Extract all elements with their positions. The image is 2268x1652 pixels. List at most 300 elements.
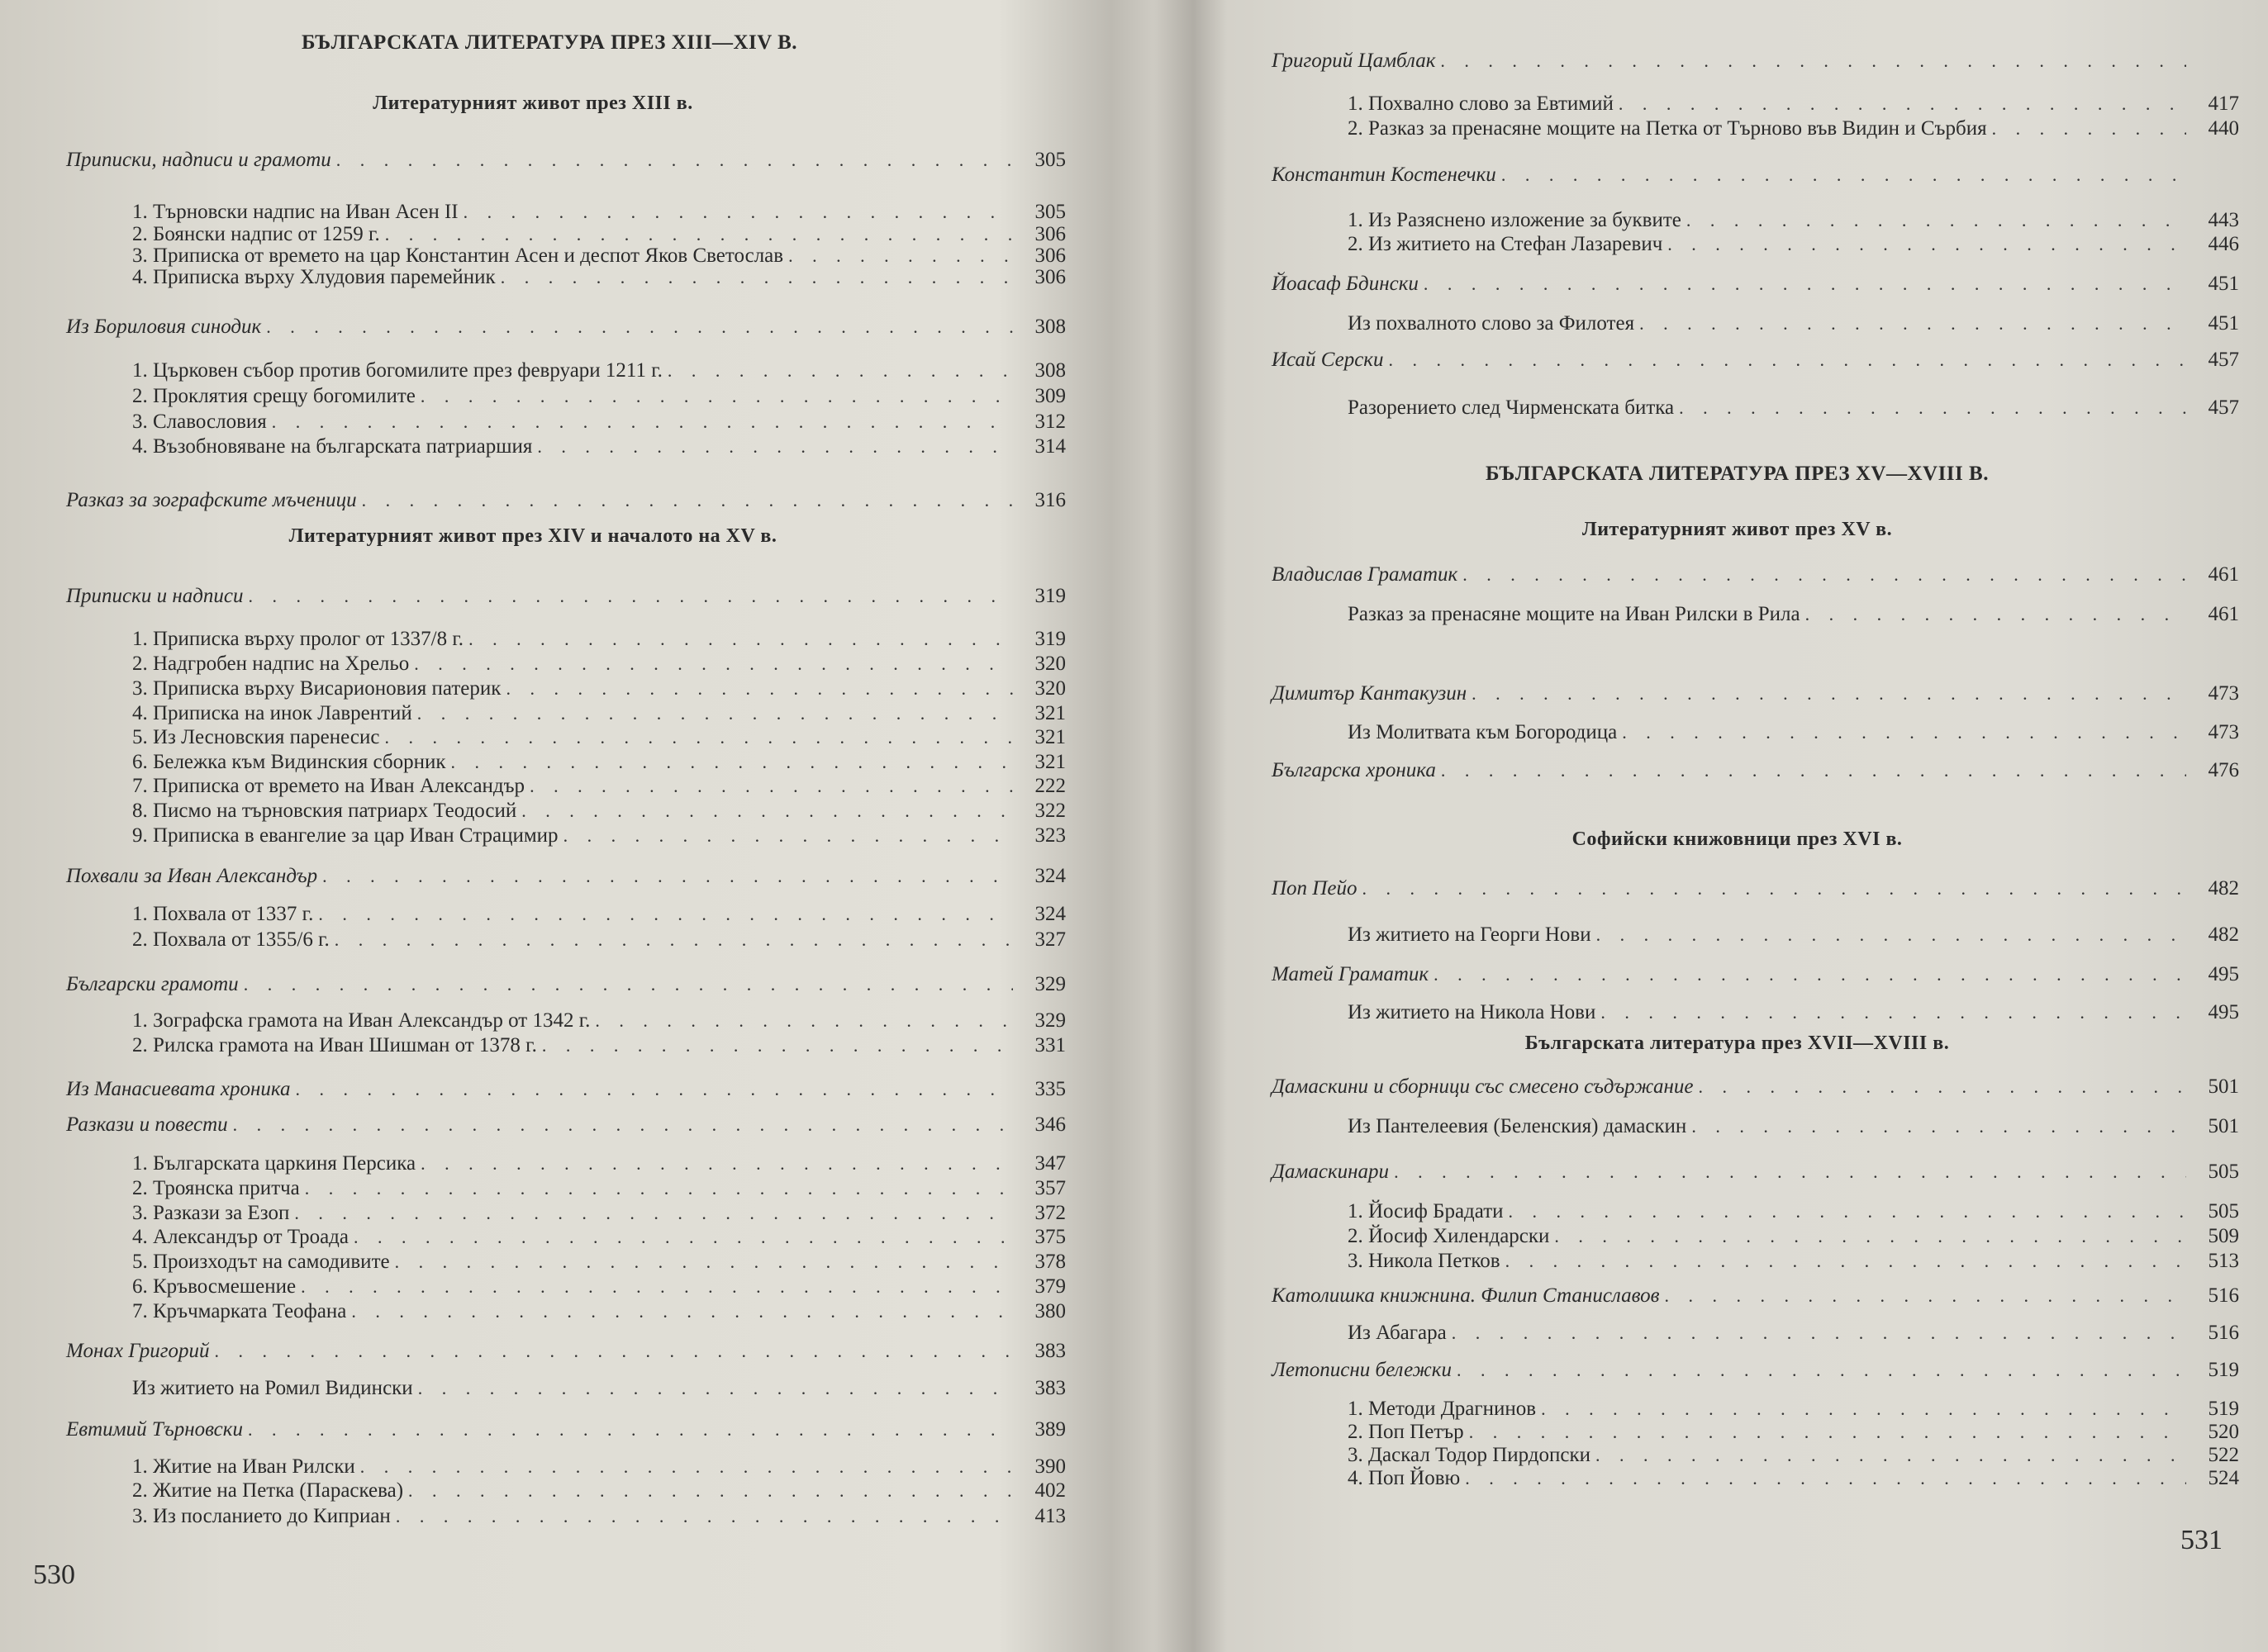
- toc-item-title: 1. Похвала от 1337 г.: [132, 903, 314, 925]
- toc-page-number: 443: [2208, 209, 2239, 231]
- toc-page-number: 320: [1034, 677, 1066, 700]
- toc-item-entry[interactable]: [132, 1226, 1066, 1249]
- toc-page-number: 323: [1034, 824, 1066, 847]
- toc-item-title: 1. Църковен събор против богомилите през февруари 1211 г.: [132, 359, 663, 382]
- leader-dots: [395, 1251, 1013, 1273]
- toc-item-title: Из Абагара: [1348, 1322, 1447, 1344]
- toc-item-entry[interactable]: [132, 653, 1066, 676]
- toc-item-entry[interactable]: [1348, 93, 2239, 116]
- leader-dots: [1457, 1360, 2186, 1381]
- toc-item-title: 5. Произходът на самодивите: [132, 1251, 390, 1273]
- toc-page-number: 520: [2208, 1421, 2239, 1443]
- leader-dots: [1434, 964, 2186, 985]
- toc-page-number: 446: [2208, 233, 2239, 255]
- leader-dots: [1805, 604, 2186, 625]
- leader-dots: [530, 776, 1013, 797]
- leader-dots: [1698, 1076, 2186, 1098]
- toc-item-title: 6. Кръвосмешение: [132, 1275, 297, 1298]
- section-subheading: Литературният живот през XIV и началото на XV в.: [288, 525, 777, 547]
- leader-dots: [418, 1378, 1013, 1399]
- toc-page-number: 316: [1034, 489, 1066, 511]
- toc-item-entry[interactable]: [1348, 233, 2239, 256]
- toc-page-number: 383: [1034, 1340, 1066, 1362]
- toc-group-entry[interactable]: [66, 1340, 1066, 1363]
- toc-page-number: 308: [1034, 316, 1066, 338]
- toc-item-title: 3. Приписка от времето на цар Константин Асен и деспот Яков Светослав: [132, 244, 784, 267]
- toc-item-title: 2. Йосиф Хилендарски: [1348, 1225, 1550, 1247]
- toc-item-title: Из Пантелеевия (Беленския) дамаскин: [1348, 1115, 1687, 1137]
- toc-group-title: Приписки, надписи и грамоти: [66, 149, 331, 171]
- toc-group-entry[interactable]: [66, 1078, 1066, 1101]
- toc-page-number: 312: [1034, 411, 1066, 433]
- toc-item-title: 3. Никола Петков: [1348, 1250, 1500, 1272]
- toc-item-entry[interactable]: [1348, 396, 2239, 420]
- toc-item-title: 2. Троянска притча: [132, 1177, 300, 1199]
- leader-dots: [668, 360, 1013, 382]
- toc-page-number: 519: [2208, 1359, 2239, 1381]
- leader-dots: [385, 224, 1013, 245]
- toc-page-number: 321: [1034, 751, 1066, 773]
- toc-group-title: Константин Костенечки: [1272, 164, 1496, 186]
- leader-dots: [1505, 1251, 2186, 1272]
- toc-item-entry[interactable]: [1348, 209, 2239, 232]
- toc-page-number: 513: [2208, 1250, 2239, 1272]
- toc-item-title: 4. Приписка върху Хлудовия паремейник: [132, 266, 496, 288]
- toc-group-title: Матей Граматик: [1272, 963, 1429, 985]
- toc-page-number: 389: [1034, 1418, 1066, 1441]
- toc-page-number: 324: [1034, 865, 1066, 887]
- leader-dots: [1469, 1422, 2186, 1443]
- leader-dots: [1501, 164, 2186, 186]
- toc-item-entry[interactable]: [1348, 1421, 2239, 1444]
- leader-dots: [788, 245, 1013, 267]
- toc-item-entry[interactable]: [132, 201, 1066, 224]
- toc-page-number: 451: [2208, 273, 2239, 295]
- toc-item-entry[interactable]: [132, 244, 1066, 268]
- toc-item-title: Из житието на Георги Нови: [1348, 923, 1591, 946]
- toc-item-title: 1. Методи Драгнинов: [1348, 1398, 1537, 1420]
- toc-group-entry[interactable]: [1272, 349, 2239, 372]
- toc-group-entry[interactable]: [1272, 759, 2239, 782]
- toc-group-entry[interactable]: [1272, 963, 2239, 986]
- toc-item-entry[interactable]: [132, 1251, 1066, 1274]
- toc-item-entry[interactable]: [1348, 1225, 2239, 1248]
- toc-group-entry[interactable]: [1272, 682, 2239, 705]
- toc-group-title: Из Бориловия синодик: [66, 316, 262, 338]
- toc-page-number: 306: [1034, 223, 1066, 245]
- section-subheading: Софийски книжовници през XVI в.: [1571, 828, 1903, 850]
- toc-group-entry[interactable]: [1272, 1359, 2239, 1382]
- toc-group-title: Йоасаф Бдински: [1272, 273, 1419, 295]
- toc-item-entry[interactable]: [1348, 1322, 2239, 1345]
- toc-group-entry[interactable]: [66, 1418, 1066, 1441]
- toc-page-number: 327: [1034, 928, 1066, 951]
- toc-group-title: Монах Григорий: [66, 1340, 210, 1362]
- leader-dots: [521, 800, 1013, 822]
- toc-item-title: 2. Надгробен надпис на Хрельо: [132, 653, 410, 675]
- toc-item-entry[interactable]: [1348, 1444, 2239, 1467]
- toc-group-entry[interactable]: [1272, 164, 2239, 187]
- toc-item-title: 1. Зографска грамота на Иван Александър от 1342 г.: [132, 1009, 591, 1032]
- toc-page-number: 519: [2208, 1398, 2239, 1420]
- toc-page-number: 390: [1034, 1455, 1066, 1478]
- toc-item-entry[interactable]: [132, 751, 1066, 774]
- leader-dots: [450, 752, 1013, 773]
- toc-item-entry[interactable]: [132, 1377, 1066, 1400]
- toc-item-entry[interactable]: [132, 1009, 1066, 1032]
- leader-dots: [360, 1456, 1013, 1478]
- leader-dots: [384, 727, 1013, 748]
- leader-dots: [1667, 234, 2186, 255]
- toc-item-entry[interactable]: [1348, 721, 2239, 744]
- toc-item-title: 1. Българската царкиня Персика: [132, 1152, 416, 1175]
- toc-page-number: 402: [1034, 1479, 1066, 1502]
- book-gutter: [1153, 0, 1227, 1652]
- toc-item-entry[interactable]: [132, 1034, 1066, 1057]
- toc-item-entry[interactable]: [1348, 117, 2239, 140]
- toc-item-entry[interactable]: [132, 775, 1066, 798]
- toc-page-number: 482: [2208, 877, 2239, 900]
- toc-item-entry[interactable]: [132, 1300, 1066, 1323]
- leader-dots: [215, 1341, 1014, 1362]
- toc-page-number: 482: [2208, 923, 2239, 946]
- toc-group-entry[interactable]: [66, 316, 1066, 339]
- section-heading: БЪЛГАРСКАТА ЛИТЕРАТУРА ПРЕЗ XV—XVIII В.: [1486, 463, 1989, 485]
- leader-dots: [408, 1480, 1013, 1502]
- right-page-number: 531: [2180, 1525, 2223, 1555]
- leader-dots: [335, 929, 1013, 951]
- toc-group-entry[interactable]: [66, 149, 1066, 172]
- toc-page-number: 308: [1034, 359, 1066, 382]
- toc-item-entry[interactable]: [132, 359, 1066, 382]
- toc-page-number: 305: [1034, 149, 1066, 171]
- toc-page-number: 516: [2208, 1322, 2239, 1344]
- toc-page-number: 322: [1034, 800, 1066, 822]
- toc-item-entry[interactable]: [132, 726, 1066, 749]
- toc-group-title: Поп Пейо: [1272, 877, 1357, 900]
- leader-dots: [266, 316, 1013, 338]
- section-subheading: Българската литература през XVII—XVIII в.: [1524, 1032, 1950, 1054]
- toc-item-entry[interactable]: [132, 1275, 1066, 1298]
- toc-item-entry[interactable]: [1348, 1398, 2239, 1421]
- leader-dots: [1472, 683, 2186, 705]
- toc-item-title: 3. Даскал Тодор Пирдопски: [1348, 1444, 1591, 1466]
- toc-page-number: 314: [1034, 435, 1066, 458]
- toc-group-title: Разкази и повести: [66, 1113, 228, 1136]
- toc-group-entry[interactable]: [1272, 273, 2239, 296]
- leader-dots: [1509, 1201, 2186, 1222]
- toc-group-title: Дамаскинари: [1272, 1161, 1390, 1183]
- toc-item-title: 5. Из Лесновския паренесис: [132, 726, 380, 748]
- toc-page-number: 324: [1034, 903, 1066, 925]
- left-page: [33, 0, 1066, 1652]
- toc-item-title: 2. Проклятия срещу богомилите: [132, 385, 416, 407]
- toc-group-entry[interactable]: [66, 1113, 1066, 1137]
- toc-item-title: 3. Разкази за Езоп: [132, 1202, 290, 1224]
- toc-page-number: 347: [1034, 1152, 1066, 1175]
- toc-page-number: 451: [2208, 312, 2239, 335]
- toc-item-title: 1. Приписка върху пролог от 1337/8 г.: [132, 628, 464, 650]
- leader-dots: [421, 1153, 1013, 1175]
- leader-dots: [248, 1419, 1013, 1441]
- left-main-heading: БЪЛГАРСКАТА ЛИТЕРАТУРА ПРЕЗ XIII—XIV В.: [301, 31, 798, 54]
- toc-item-entry[interactable]: [132, 266, 1066, 289]
- toc-item-title: 7. Кръчмарката Теофана: [132, 1300, 347, 1322]
- toc-page-number: 329: [1034, 973, 1066, 995]
- toc-item-entry[interactable]: [1348, 1467, 2239, 1490]
- leader-dots: [1465, 1468, 2186, 1489]
- toc-page-number: 305: [1034, 201, 1066, 223]
- toc-item-title: 4. Поп Йовю: [1348, 1467, 1461, 1489]
- toc-item-entry[interactable]: [1348, 1200, 2239, 1223]
- toc-item-title: 2. Разказ за пренасяне мощите на Петка от Търново във Видин и Сърбия: [1348, 117, 1987, 140]
- toc-page-number: 440: [2208, 117, 2239, 140]
- toc-item-title: Из похвалното слово за Филотея: [1348, 312, 1635, 335]
- toc-item-entry[interactable]: [132, 824, 1066, 847]
- toc-page-number: 378: [1034, 1251, 1066, 1273]
- toc-page-number: 379: [1034, 1275, 1066, 1298]
- leader-dots: [244, 974, 1013, 995]
- leader-dots: [1639, 313, 2186, 335]
- leader-dots: [318, 904, 1013, 925]
- toc-item-title: Из житието на Никола Нови: [1348, 1001, 1596, 1023]
- leader-dots: [322, 866, 1013, 887]
- toc-group-title: Разказ за зографските мъченици: [66, 489, 357, 511]
- toc-item-title: 1. Житие на Иван Рилски: [132, 1455, 355, 1478]
- toc-item-title: 4. Приписка на инок Лаврентий: [132, 702, 412, 724]
- toc-item-title: 2. Боянски надпис от 1259 г.: [132, 223, 380, 245]
- leader-dots: [1596, 924, 2186, 946]
- leader-dots: [1440, 50, 2186, 72]
- leader-dots: [1686, 210, 2186, 231]
- toc-page-number: 501: [2208, 1115, 2239, 1137]
- leader-dots: [1389, 349, 2187, 371]
- leader-dots: [396, 1506, 1013, 1527]
- toc-item-entry[interactable]: [132, 800, 1066, 823]
- left-page-number: 530: [33, 1559, 75, 1590]
- toc-item-entry[interactable]: [132, 1202, 1066, 1225]
- leader-dots: [295, 1079, 1013, 1100]
- toc-item-title: 4. Александър от Троада: [132, 1226, 349, 1248]
- toc-item-title: 2. Поп Петър: [1348, 1421, 1464, 1443]
- toc-group-title: Димитър Кантакузин: [1272, 682, 1467, 705]
- toc-item-title: 3. Славословия: [132, 411, 267, 433]
- toc-item-entry[interactable]: [132, 411, 1066, 434]
- toc-group-entry[interactable]: [1272, 877, 2239, 900]
- toc-page-number: 309: [1034, 385, 1066, 407]
- toc-page-number: 320: [1034, 653, 1066, 675]
- toc-page-number: 319: [1034, 628, 1066, 650]
- toc-group-title: Български грамоти: [66, 973, 239, 995]
- toc-page-number: 524: [2208, 1467, 2239, 1489]
- toc-item-title: Разказ за пренасяне мощите на Иван Рилски в Рила: [1348, 603, 1800, 625]
- toc-group-title: Българска хроника: [1272, 759, 1436, 781]
- toc-group-title: Похвали за Иван Александър: [66, 865, 318, 887]
- toc-item-entry[interactable]: [1348, 923, 2239, 947]
- toc-item-title: 1. Търновски надпис на Иван Асен II: [132, 201, 459, 223]
- toc-page-number: 505: [2208, 1161, 2239, 1183]
- toc-page-number: 306: [1034, 266, 1066, 288]
- toc-page-number: 383: [1034, 1377, 1066, 1399]
- leader-dots: [417, 703, 1013, 724]
- toc-page-number: 329: [1034, 1009, 1066, 1032]
- leader-dots: [1394, 1161, 2186, 1183]
- section-subheading: Литературният живот през XV в.: [1581, 519, 1893, 540]
- toc-page-number: 476: [2208, 759, 2239, 781]
- leader-dots: [595, 1010, 1013, 1032]
- section-subheading: Литературният живот през XIII в.: [373, 93, 693, 114]
- toc-page-number: 357: [1034, 1177, 1066, 1199]
- leader-dots: [501, 267, 1013, 288]
- toc-group-title: Летописни бележки: [1272, 1359, 1452, 1381]
- leader-dots: [1665, 1285, 2186, 1307]
- toc-group-entry[interactable]: [1272, 1284, 2239, 1308]
- toc-item-title: 1. Из Разяснено изложение за буквите: [1348, 209, 1681, 231]
- leader-dots: [542, 1035, 1013, 1056]
- toc-group-title: Приписки и надписи: [66, 585, 244, 607]
- toc-item-title: 8. Писмо на търновския патриарх Теодосий: [132, 800, 517, 822]
- toc-item-entry[interactable]: [132, 385, 1066, 408]
- leader-dots: [1600, 1002, 2186, 1023]
- toc-group-entry[interactable]: [1272, 563, 2239, 586]
- leader-dots: [414, 653, 1013, 675]
- leader-dots: [563, 825, 1013, 847]
- toc-group-title: Из Манасиевата хроника: [66, 1078, 291, 1100]
- leader-dots: [468, 629, 1013, 650]
- toc-item-title: Из Молитвата към Богородица: [1348, 721, 1618, 743]
- toc-page-number: 306: [1034, 244, 1066, 267]
- leader-dots: [249, 586, 1014, 607]
- toc-item-title: 2. Житие на Петка (Параскева): [132, 1479, 404, 1502]
- toc-page-number: 321: [1034, 726, 1066, 748]
- leader-dots: [272, 411, 1013, 433]
- leader-dots: [1622, 722, 2186, 743]
- toc-item-entry[interactable]: [132, 702, 1066, 725]
- toc-item-title: 1. Йосиф Брадати: [1348, 1200, 1504, 1222]
- leader-dots: [1679, 397, 2186, 419]
- leader-dots: [537, 436, 1013, 458]
- toc-item-title: 2. Похвала от 1355/6 г.: [132, 928, 330, 951]
- leader-dots: [362, 490, 1013, 511]
- toc-item-entry[interactable]: [132, 1177, 1066, 1200]
- toc-group-entry[interactable]: [1272, 50, 2239, 73]
- toc-page-number: 335: [1034, 1078, 1066, 1100]
- toc-page-number: 501: [2208, 1075, 2239, 1098]
- toc-page-number: 509: [2208, 1225, 2239, 1247]
- toc-group-title: Католишка книжнина. Филип Станиславов: [1272, 1284, 1660, 1307]
- leader-dots: [301, 1276, 1013, 1298]
- leader-dots: [1554, 1226, 2186, 1247]
- leader-dots: [506, 678, 1013, 700]
- toc-group-entry[interactable]: [66, 865, 1066, 888]
- toc-group-entry[interactable]: [1272, 1161, 2239, 1184]
- toc-page-number: 346: [1034, 1113, 1066, 1136]
- toc-page-number: 473: [2208, 682, 2239, 705]
- toc-item-entry[interactable]: [1348, 603, 2239, 626]
- toc-page-number: 505: [2208, 1200, 2239, 1222]
- leader-dots: [1462, 564, 2186, 586]
- toc-page-number: 461: [2208, 563, 2239, 586]
- leader-dots: [354, 1227, 1013, 1248]
- toc-group-entry[interactable]: [66, 973, 1066, 996]
- toc-item-title: Из житието на Ромил Видински: [132, 1377, 413, 1399]
- toc-item-entry[interactable]: [132, 1479, 1066, 1502]
- toc-item-title: 7. Приписка от времето на Иван Александър: [132, 775, 525, 797]
- toc-page-number: 495: [2208, 1001, 2239, 1023]
- toc-page-number: 461: [2208, 603, 2239, 625]
- toc-item-title: 3. Из посланието до Киприан: [132, 1505, 391, 1527]
- toc-item-entry[interactable]: [132, 677, 1066, 700]
- toc-item-entry[interactable]: [1348, 1001, 2239, 1024]
- leader-dots: [1595, 1445, 2186, 1466]
- toc-item-entry[interactable]: [132, 1152, 1066, 1175]
- toc-item-title: 4. Възобновяване на българската патриаршия: [132, 435, 533, 458]
- leader-dots: [1541, 1398, 2186, 1420]
- leader-dots: [1992, 118, 2186, 140]
- toc-item-entry[interactable]: [132, 1505, 1066, 1528]
- toc-group-title: Григорий Цамблак: [1272, 50, 1436, 72]
- toc-group-title: Евтимий Търновски: [66, 1418, 243, 1441]
- toc-group-title: Владислав Граматик: [1272, 563, 1458, 586]
- right-page: [1268, 0, 2239, 1652]
- toc-page-number: 457: [2208, 396, 2239, 419]
- toc-item-entry[interactable]: [1348, 1115, 2239, 1138]
- toc-group-entry[interactable]: [1272, 1075, 2239, 1099]
- toc-item-title: 9. Приписка в евангелие за цар Иван Страцимир: [132, 824, 559, 847]
- leader-dots: [1424, 273, 2186, 295]
- toc-item-entry[interactable]: [132, 1455, 1066, 1479]
- toc-group-entry[interactable]: [66, 489, 1066, 512]
- toc-item-entry[interactable]: [132, 628, 1066, 651]
- toc-page-number: 319: [1034, 585, 1066, 607]
- toc-item-entry[interactable]: [132, 928, 1066, 952]
- toc-item-title: Разорението след Чирменската битка: [1348, 396, 1675, 419]
- toc-item-entry[interactable]: [1348, 312, 2239, 335]
- leader-dots: [336, 150, 1013, 171]
- toc-page-number: 375: [1034, 1226, 1066, 1248]
- toc-page-number: 473: [2208, 721, 2239, 743]
- toc-group-entry[interactable]: [66, 585, 1066, 608]
- toc-page-number: 321: [1034, 702, 1066, 724]
- leader-dots: [233, 1114, 1013, 1136]
- toc-page-number: 457: [2208, 349, 2239, 371]
- toc-page-number: 413: [1034, 1505, 1066, 1527]
- leader-dots: [1441, 760, 2186, 781]
- toc-item-entry[interactable]: [1348, 1250, 2239, 1273]
- toc-page-number: 222: [1034, 775, 1066, 797]
- toc-page-number: 372: [1034, 1202, 1066, 1224]
- toc-page-number: 495: [2208, 963, 2239, 985]
- leader-dots: [464, 202, 1013, 223]
- toc-page-number: 331: [1034, 1034, 1066, 1056]
- toc-item-entry[interactable]: [132, 435, 1066, 458]
- leader-dots: [1619, 93, 2186, 115]
- leader-dots: [1452, 1322, 2186, 1344]
- toc-page-number: 522: [2208, 1444, 2239, 1466]
- toc-item-title: 6. Бележка към Видинския сборник: [132, 751, 446, 773]
- toc-page-number: 516: [2208, 1284, 2239, 1307]
- leader-dots: [305, 1178, 1013, 1199]
- toc-item-entry[interactable]: [132, 903, 1066, 926]
- toc-item-title: 2. Рилска грамота на Иван Шишман от 1378 г.: [132, 1034, 537, 1056]
- toc-page-number: 380: [1034, 1300, 1066, 1322]
- leader-dots: [1691, 1116, 2186, 1137]
- leader-dots: [421, 386, 1013, 407]
- toc-item-entry[interactable]: [132, 223, 1066, 246]
- toc-page-number: 417: [2208, 93, 2239, 115]
- leader-dots: [1362, 878, 2186, 900]
- leader-dots: [294, 1203, 1013, 1224]
